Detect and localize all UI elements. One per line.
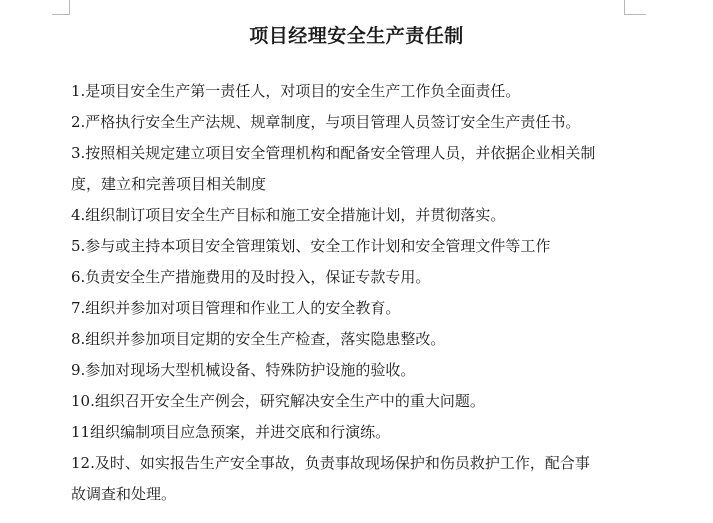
list-item bbox=[71, 138, 636, 200]
list-item bbox=[71, 355, 636, 386]
item-text-continued: 度，建立和完善项目相关制度 bbox=[71, 175, 267, 193]
item-text: 2.严格执行安全生产法规、规章制度，与项目管理人员签订安全生产责任书。 bbox=[71, 113, 581, 131]
list-item bbox=[71, 76, 636, 107]
item-text: 10.组织召开安全生产例会，研究解决安全生产中的重大问题。 bbox=[71, 392, 485, 410]
list-item bbox=[71, 293, 636, 324]
list-item bbox=[71, 107, 636, 138]
crop-mark-top-right bbox=[624, 0, 646, 15]
document-title: 项目经理安全生产责任制 bbox=[249, 25, 464, 47]
item-text: 8.组织并参加项目定期的安全生产检查，落实隐患整改。 bbox=[71, 330, 446, 348]
item-text: 6.负责安全生产措施费用的及时投入，保证专款专用。 bbox=[71, 268, 431, 286]
list-item bbox=[71, 417, 636, 448]
list-item bbox=[71, 386, 636, 417]
item-text: 5.参与或主持本项目安全管理策划、安全工作计划和安全管理文件等工作 bbox=[71, 237, 551, 255]
item-text: 9.参加对现场大型机械设备、特殊防护设施的验收。 bbox=[71, 361, 416, 379]
item-text: 7.组织并参加对项目管理和作业工人的安全教育。 bbox=[71, 299, 401, 317]
item-text: 1.是项目安全生产第一责任人，对项目的安全生产工作负全面责任。 bbox=[71, 82, 521, 100]
item-text: 12.及时、如实报告生产安全事故，负责事故现场保护和伤员救护工作，配合事 bbox=[71, 454, 590, 472]
item-text: 11组织编制项目应急预案，并进交底和行演练。 bbox=[71, 423, 391, 441]
item-text: 4.组织制订项目安全生产目标和施工安全措施计划，并贯彻落实。 bbox=[71, 206, 506, 224]
responsibility-list bbox=[71, 76, 636, 510]
item-text: 3.按照相关规定建立项目安全管理机构和配备安全管理人员，并依据企业相关制 bbox=[71, 144, 596, 162]
item-text-continued: 故调查和处理。 bbox=[71, 485, 177, 503]
list-item bbox=[71, 262, 636, 293]
list-item bbox=[71, 448, 636, 510]
list-item bbox=[71, 200, 636, 231]
crop-mark-top-left bbox=[52, 0, 70, 15]
list-item bbox=[71, 231, 636, 262]
list-item bbox=[71, 324, 636, 355]
